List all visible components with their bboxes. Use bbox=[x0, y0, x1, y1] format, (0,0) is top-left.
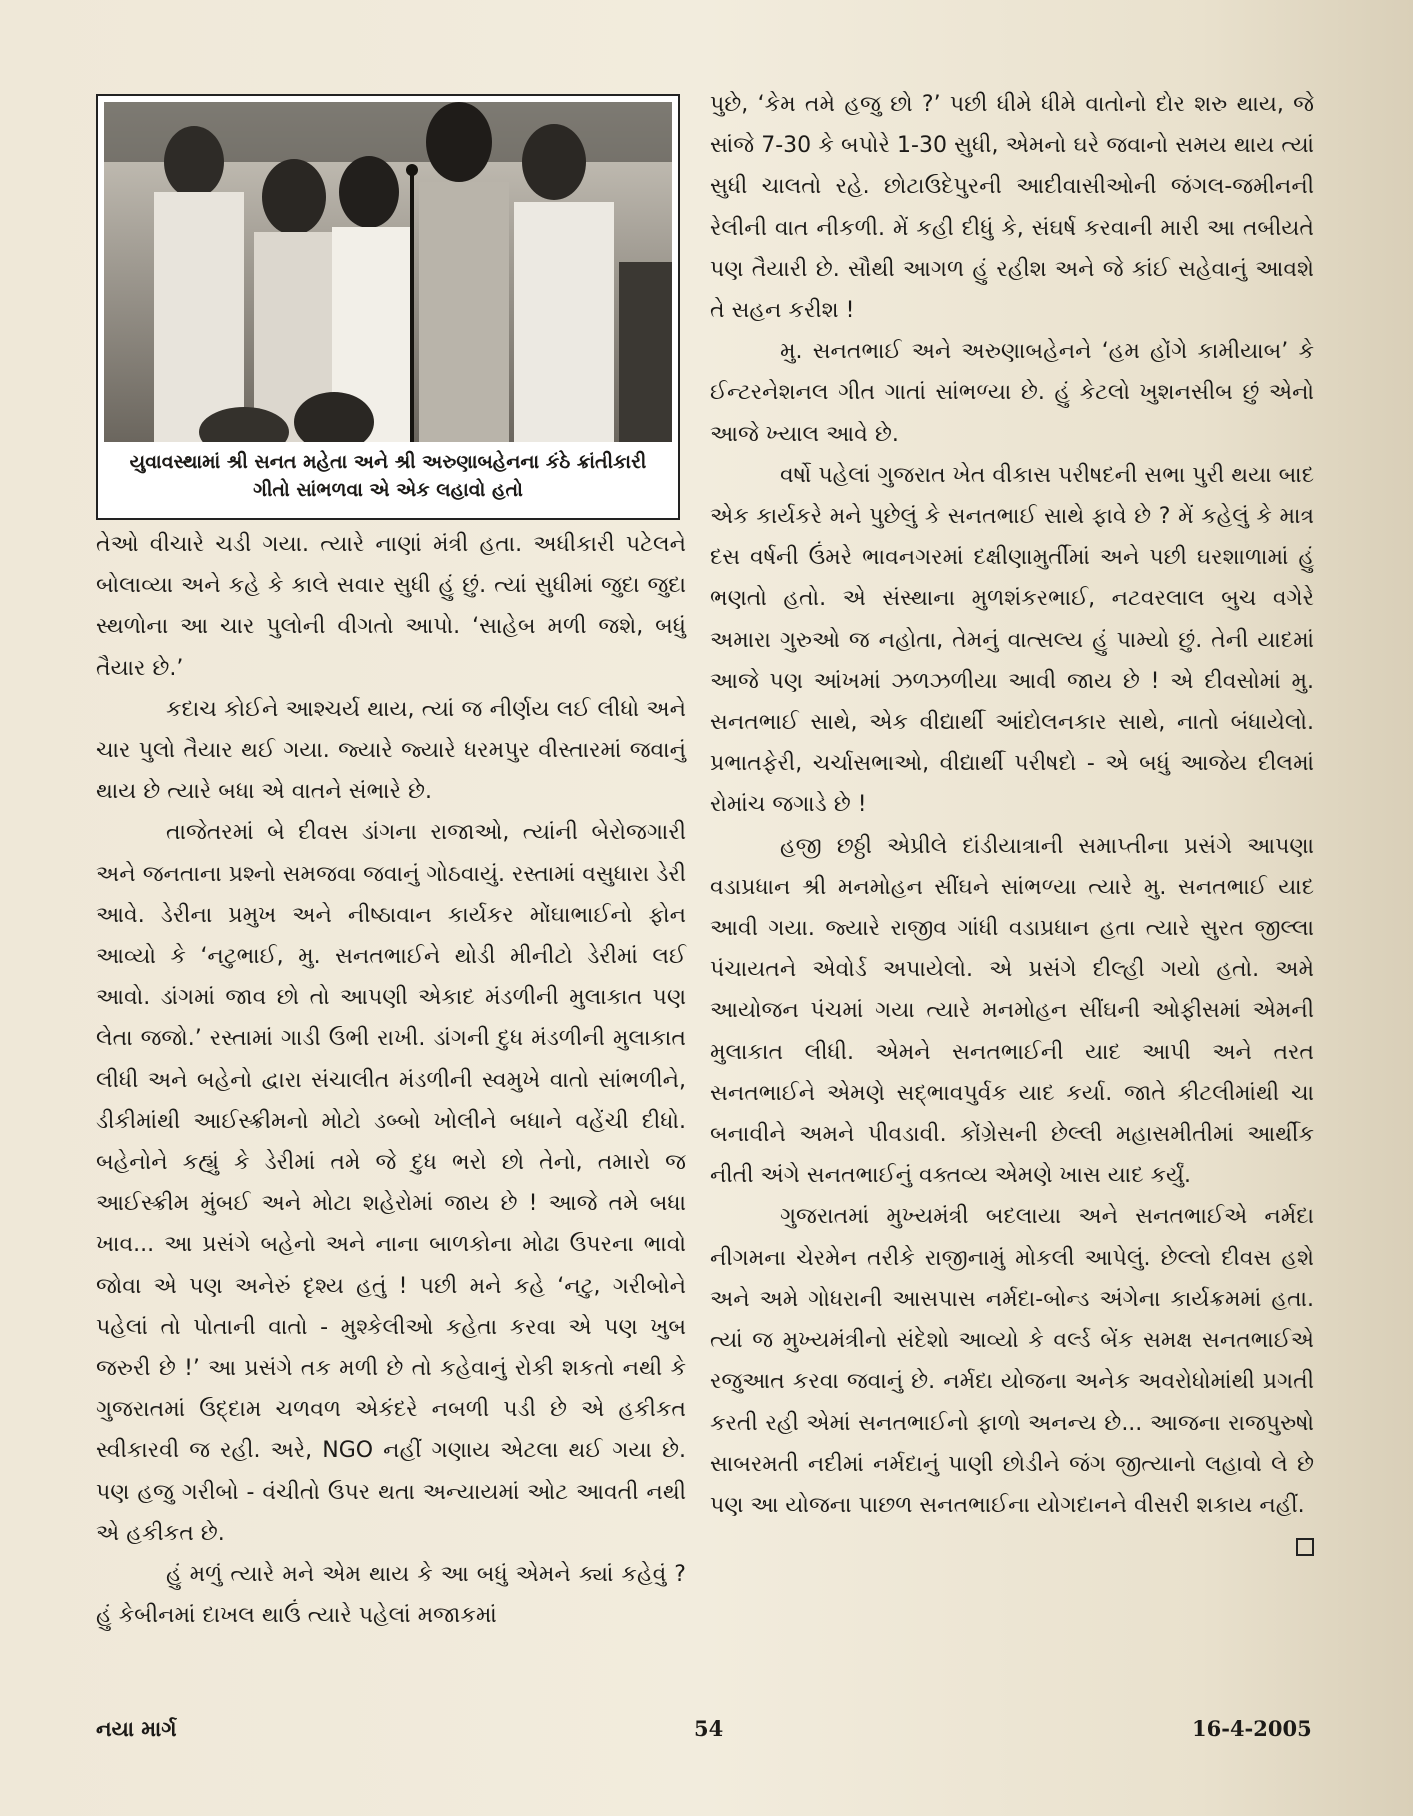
photo-frame bbox=[96, 94, 680, 520]
paragraph: પુછે, ‘કેમ તમે હજુ છો ?’ પછી ધીમે ધીમે વાતોનો દોર શરુ થાય, જે સાંજે 7-30 કે બપોરે 1-30 સુધી, એમનો ઘરે જવાનો સમય થાય ત્યાં સુધી ચાલતો રહે. છોટાઉદેપુરની આદીવાસીઓની જંગલ-જમીનની રેલીની વાત નીકળી. મેં કહી દીધું કે, સંઘર્ષ કરવાની મારી આ તબીયતે પણ તૈયારી છે. સૌથી આગળ હું રહીશ અને જે કાંઈ સહેવાનું આવશે તે સહન કરીશ ! bbox=[710, 92, 1314, 324]
footer-page-number: 54 bbox=[694, 1716, 724, 1741]
photo-caption bbox=[106, 448, 670, 504]
paragraph: હું મળું ત્યારે મને એમ થાય કે આ બધું એમને ક્યાં કહેવું ? હું કેબીનમાં દાખલ થાઉં ત્યારે પહેલાં મજાકમાં bbox=[96, 1562, 686, 1629]
paragraph: કદાચ કોઈને આશ્ચર્ય થાય, ત્યાં જ નીર્ણય લઈ લીધો અને ચાર પુલો તૈયાર થઈ ગયા. જ્યારે જ્યારે ધરમપુર વીસ્તારમાં જવાનું થાય છે ત્યારે બધા એ વાતને સંભારે છે. bbox=[96, 696, 686, 805]
paragraph: તાજેતરમાં બે દીવસ ડાંગના રાજાઓ, ત્યાંની બેરોજગારી અને જનતાના પ્રશ્નો સમજવા જવાનું ગોઠવાયું. રસ્તામાં વસુધારા ડેરી આવે. ડેરીના પ્રમુખ અને નીષ્ઠાવાન કાર્યકર મોંઘાભાઈનો ફોન આવ્યો કે ‘નટુભાઈ, મુ. સનતભાઈને થોડી મીનીટો ડેરીમાં લઈ આવો. ડાંગમાં જાવ છો તો આપણી એકાદ મંડળીની મુલાકાત પણ લેતા જજો.’ રસ્તામાં ગાડી ઉભી રાખી. ડાંગની દુધ મંડળીની મુલાકાત લીધી અને બહેનો દ્વારા સંચાલીત મંડળીની સ્વમુખે વાતો સાંભળીને, ડીકીમાંથી આઈસ્ક્રીમનો મોટો ડબ્બો ખોલીને બધાને વહેંચી દીધો. બહેનોને કહ્યું કે ડેરીમાં તમે જે દુધ ભરો છો તેનો, તમારો જ આઈસ્ક્રીમ મુંબઈ અને મોટા શહેરોમાં જાય છે ! આજે તમે બધા ખાવ... આ પ્રસંગે બહેનો અને નાના બાળકોના મોઢા ઉપરના ભાવો જોવા એ પણ અનેરું દૃશ્ય હતું ! પછી મને કહે ‘નટુ, ગરીબોને પહેલાં તો પોતાની વાતો - મુશ્કેલીઓ કહેતા કરવા એ પણ ખુબ જરુરી છે !’ આ પ્રસંગે તક મળી છે તો કહેવાનું રોકી શકતો નથી કે ગુજરાતમાં ઉદ્દામ ચળવળ એકંદરે નબળી પડી છે એ હકીકત સ્વીકારવી જ રહી. અરે, NGO નહીં ગણાય એટલા થઈ ગયા છે. પણ હજુ ગરીબો - વંચીતો ઉપર થતા અન્યાયમાં ઓટ આવતી નથી એ હકીકત છે. bbox=[96, 820, 686, 1546]
paragraph-final bbox=[710, 1196, 1314, 1526]
paragraph: તેઓ વીચારે ચડી ગયા. ત્યારે નાણાં મંત્રી હતા. અધીકારી પટેલને બોલાવ્યા અને કહે કે કાલે સવાર સુધી હું છું. ત્યાં સુધીમાં જુદા જુદા સ્થળોના આ ચાર પુલોની વીગતો આપો. ‘સાહેબ મળી જશે, બધું તૈયાર છે.’ bbox=[96, 532, 686, 681]
caption-line-1: યુવાવસ્થામાં શ્રી સનત મહેતા અને શ્રી અરુણાબહેનના કંઠે ક્રાંતીકારી bbox=[129, 451, 647, 473]
paragraph: વર્ષો પહેલાં ગુજરાત ખેત વીકાસ પરીષદની સભા પુરી થયા બાદ એક કાર્યકરે મને પુછેલું કે સનતભાઈ સાથે ફાવે છે ? મેં કહેલું કે માત્ર દસ વર્ષની ઉંમરે ભાવનગરમાં દક્ષીણામુર્તીમાં અને પછી ઘરશાળામાં હું ભણતો હતો. એ સંસ્થાના મુળશંકરભાઈ, નટવરલાલ બુચ વગેરે અમારા ગુરુઓ જ નહોતા, તેમનું વાત્સલ્ય હું પામ્યો છું. તેની યાદમાં આજે પણ આંખમાં ઝળઝળીયા આવી જાય છે ! એ દીવસોમાં મુ. સનતભાઈ સાથે, એક વીદ્યાર્થી આંદોલનકાર સાથે, નાતો બંધાયેલો. પ્રભાતફેરી, ચર્ચાસભાઓ, વીદ્યાર્થી પરીષદો - એ બધું આજેય દીલમાં રોમાંચ જગાડે છે ! bbox=[710, 462, 1314, 818]
photo-image bbox=[104, 102, 672, 442]
final-paragraph-text: ગુજરાતમાં મુખ્યમંત્રી બદલાયા અને સનતભાઈએ નર્મદા નીગમના ચેરમેન તરીકે રાજીનામું મોકલી આપેલું. છેલ્લો દીવસ હશે અને અમે ગોધરાની આસપાસ નર્મદા-બોન્ડ અંગેના કાર્યક્રમમાં હતા. ત્યાં જ મુખ્યમંત્રીનો સંદેશો આવ્યો કે વર્લ્ડ બેંક સમક્ષ સનતભાઈએ રજુઆત કરવા જવાનું છે. નર્મદા યોજના અનેક અવરોધોમાંથી પ્રગતી કરતી રહી એમાં સનતભાઈનો ફાળો અનન્ય છે... આજના રાજપુરુષો સાબરમતી નદીમાં નર્મદાનું પાણી છોડીને જંગ જીત્યાનો લહાવો લે છે પણ આ યોજના પાછળ સનતભાઈના યોગદાનને વીસરી શકાય નહીં. bbox=[710, 1204, 1314, 1518]
footer-magazine-name: નયા માર્ગ bbox=[96, 1716, 177, 1741]
paragraph: મુ. સનતભાઈ અને અરુણાબહેનને ‘હમ હોંગે કામીયાબ’ કે ઈન્ટરનેશનલ ગીત ગાતાં સાંભળ્યા છે. હું કેટલો ખુશનસીબ છું એનો આજે ખ્યાલ આવે છે. bbox=[710, 339, 1314, 447]
paragraph: હજી છઠ્ઠી એપ્રીલે દાંડીયાત્રાની સમાપ્તીના પ્રસંગે આપણા વડાપ્રધાન શ્રી મનમોહન સીંઘને સાંભળ્યા ત્યારે મુ. સનતભાઈ યાદ આવી ગયા. જ્યારે રાજીવ ગાંધી વડાપ્રધાન હતા ત્યારે સુરત જીલ્લા પંચાયતને એવોર્ડ અપાયેલો. એ પ્રસંગે દીલ્હી ગયો હતો. અમે આયોજન પંચમાં ગયા ત્યારે મનમોહન સીંઘની ઓફીસમાં એમની મુલાકાત લીધી. એમને સનતભાઈની યાદ આપી અને તરત સનતભાઈને એમણે સદ્ભાવપુર્વક યાદ કર્યા. જાતે કીટલીમાંથી ચા બનાવીને અમને પીવડાવી. કોંગ્રેસની છેલ્લી મહાસમીતીમાં આર્થીક નીતી અંગે સનતભાઈનું વક્તવ્ય એમણે ખાસ યાદ કર્યું. bbox=[710, 833, 1314, 1189]
end-of-article-square-icon bbox=[1296, 1538, 1314, 1556]
caption-line-2: ગીતો સાંભળવા એ એક લહાવો હતો bbox=[253, 479, 523, 501]
footer-date: 16-4-2005 bbox=[1192, 1716, 1312, 1741]
left-column bbox=[96, 524, 686, 1636]
right-column bbox=[710, 84, 1314, 1556]
